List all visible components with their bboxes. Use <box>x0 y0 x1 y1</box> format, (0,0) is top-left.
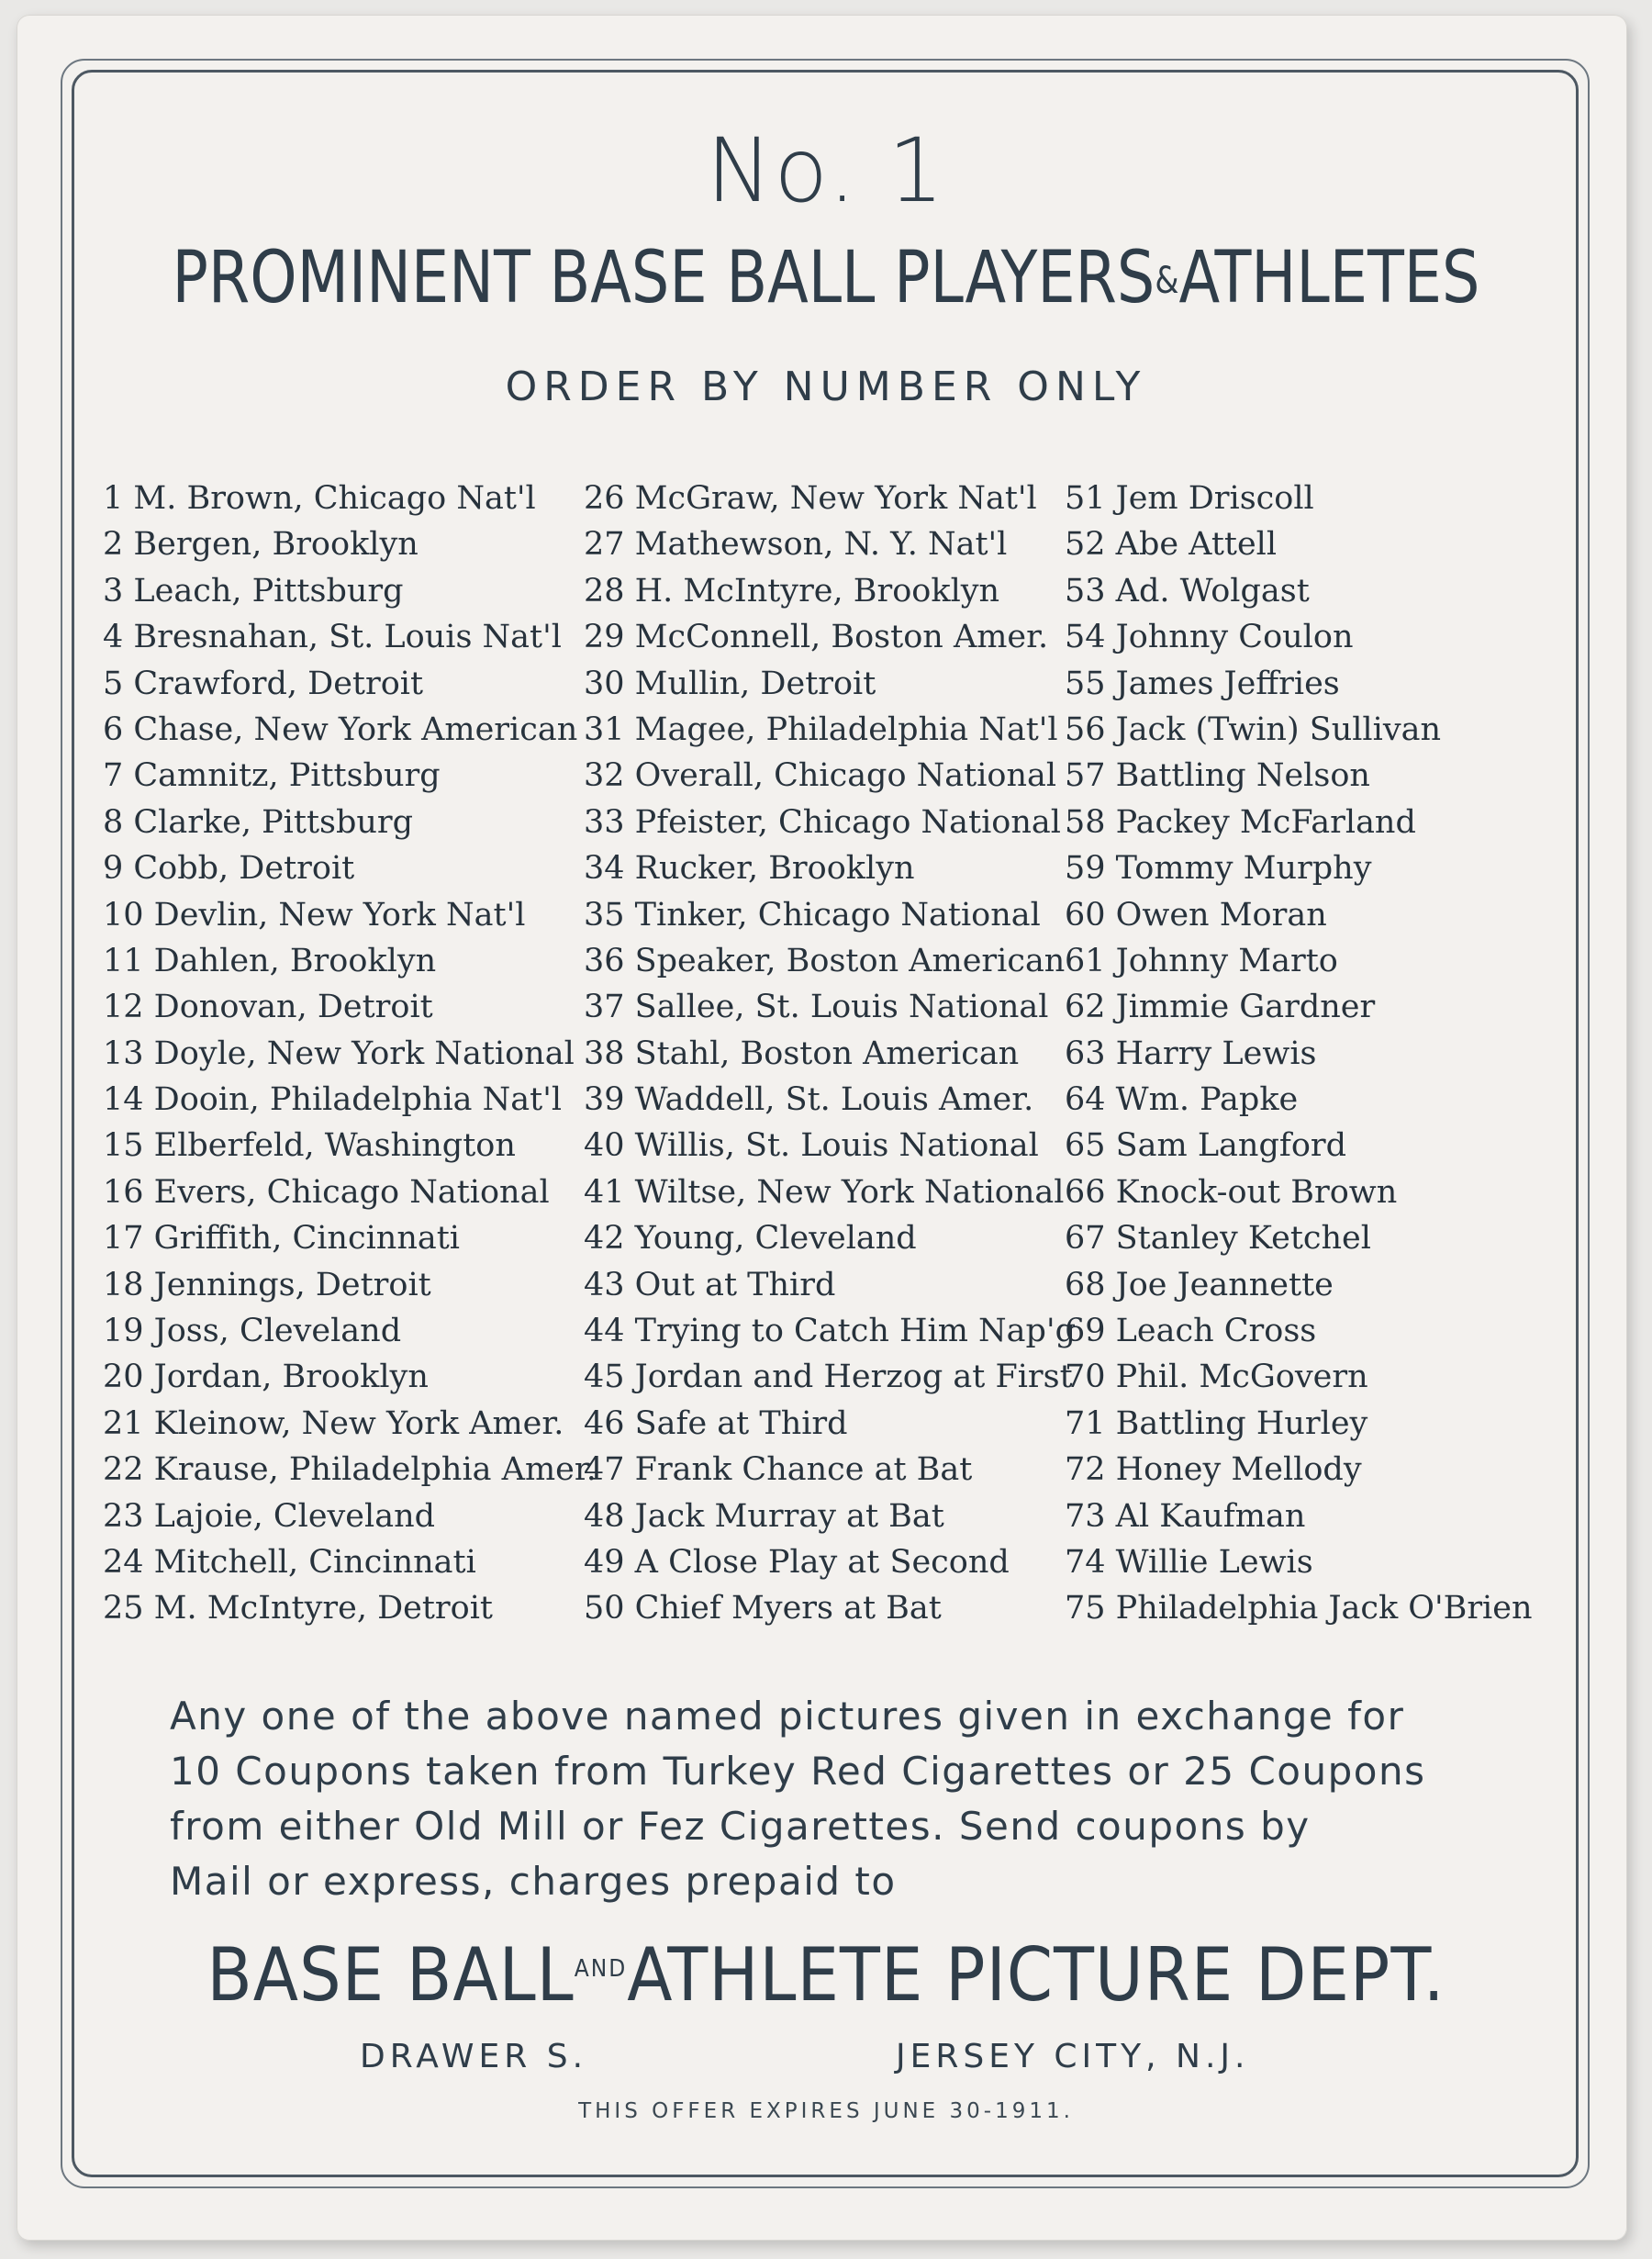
list-item: 66 Knock-out Brown <box>1065 1173 1398 1211</box>
dept-left: BASE BALL <box>206 1932 575 2018</box>
list-item: 74 Willie Lewis <box>1065 1543 1313 1581</box>
list-item: 13 Doyle, New York National <box>103 1034 575 1072</box>
list-item: 51 Jem Driscoll <box>1065 480 1314 517</box>
list-item: 29 McConnell, Boston Amer. <box>584 619 1049 656</box>
list-item: 10 Devlin, New York Nat'l <box>103 896 526 934</box>
list-item: 17 Griffith, Cincinnati <box>103 1220 460 1258</box>
list-item: 15 Elberfeld, Washington <box>103 1127 516 1165</box>
series-number: No. 1 <box>706 119 946 222</box>
list-item: 68 Joe Jeannette <box>1065 1266 1334 1303</box>
order-note: ORDER BY NUMBER ONLY <box>505 363 1147 410</box>
offer-line: Any one of the above named pictures given in exchange for <box>170 1694 1405 1739</box>
list-item: 39 Waddell, St. Louis Amer. <box>584 1081 1034 1119</box>
list-item: 52 Abe Attell <box>1065 526 1278 564</box>
list-item: 20 Jordan, Brooklyn <box>103 1359 429 1396</box>
list-item: 57 Battling Nelson <box>1065 757 1370 795</box>
list-item: 65 Sam Langford <box>1065 1127 1347 1165</box>
title-end: ATHLETES <box>1178 237 1480 319</box>
address-city: JERSEY CITY, N.J. <box>896 2038 1250 2075</box>
list-item: 11 Dahlen, Brooklyn <box>103 942 437 979</box>
offer-line: from either Old Mill or Fez Cigarettes. Send coupons by <box>170 1804 1311 1849</box>
checklist-column-2 <box>584 475 1076 1632</box>
list-item: 14 Dooin, Philadelphia Nat'l <box>103 1081 563 1119</box>
list-item: 21 Kleinow, New York Amer. <box>103 1404 564 1442</box>
title-ampersand: & <box>1155 260 1179 302</box>
list-item: 32 Overall, Chicago National <box>584 757 1057 795</box>
offer-line: 10 Coupons taken from Turkey Red Cigarettes or 25 Coupons <box>170 1749 1426 1794</box>
list-item: 19 Joss, Cleveland <box>103 1313 402 1350</box>
list-item: 34 Rucker, Brooklyn <box>584 850 915 888</box>
list-item: 6 Chase, New York American <box>103 710 578 748</box>
title-main: PROMINENT BASE BALL PLAYERS <box>172 237 1155 319</box>
list-item: 27 Mathewson, N. Y. Nat'l <box>584 526 1008 564</box>
list-item: 40 Willis, St. Louis National <box>584 1127 1039 1165</box>
checklist-column-1 <box>103 475 597 1632</box>
list-item: 47 Frank Chance at Bat <box>584 1451 973 1489</box>
list-item: 64 Wm. Papke <box>1065 1081 1299 1119</box>
list-item: 50 Chief Myers at Bat <box>584 1590 942 1627</box>
list-item: 56 Jack (Twin) Sullivan <box>1065 710 1442 748</box>
list-item: 54 Johnny Coulon <box>1065 619 1354 656</box>
list-item: 8 Clarke, Pittsburg <box>103 803 414 841</box>
list-item: 31 Magee, Philadelphia Nat'l <box>584 710 1058 748</box>
list-item: 75 Philadelphia Jack O'Brien <box>1065 1590 1533 1627</box>
list-item: 73 Al Kaufman <box>1065 1497 1306 1535</box>
dept-right: ATHLETE PICTURE DEPT. <box>627 1932 1446 2018</box>
list-item: 9 Cobb, Detroit <box>103 850 355 888</box>
list-item: 35 Tinker, Chicago National <box>584 896 1041 934</box>
list-item: 37 Sallee, St. Louis National <box>584 989 1049 1026</box>
page-title <box>58 237 1594 319</box>
list-item: 55 James Jeffries <box>1065 665 1340 702</box>
list-item: 12 Donovan, Detroit <box>103 989 433 1026</box>
address-drawer: DRAWER S. <box>360 2038 588 2075</box>
list-item: 58 Packey McFarland <box>1065 803 1416 841</box>
list-item: 59 Tommy Murphy <box>1065 850 1372 888</box>
list-item: 45 Jordan and Herzog at First <box>584 1359 1073 1396</box>
list-item: 48 Jack Murray at Bat <box>584 1497 944 1535</box>
list-item: 5 Crawford, Detroit <box>103 665 424 702</box>
list-item: 53 Ad. Wolgast <box>1065 572 1310 609</box>
list-item: 1 M. Brown, Chicago Nat'l <box>103 480 536 517</box>
list-item: 3 Leach, Pittsburg <box>103 572 404 609</box>
list-item: 44 Trying to Catch Him Nap'g <box>584 1313 1076 1350</box>
list-item: 63 Harry Lewis <box>1065 1034 1317 1072</box>
list-item: 26 McGraw, New York Nat'l <box>584 480 1037 517</box>
list-item: 22 Krause, Philadelphia Amer. <box>103 1451 597 1489</box>
list-item: 7 Camnitz, Pittsburg <box>103 757 441 795</box>
dept-and: AND <box>574 1955 628 1983</box>
offer-text <box>170 1689 1501 1909</box>
list-item: 30 Mullin, Detroit <box>584 665 876 702</box>
list-item: 16 Evers, Chicago National <box>103 1173 550 1211</box>
list-item: 61 Johnny Marto <box>1065 942 1338 979</box>
list-item: 67 Stanley Ketchel <box>1065 1220 1371 1258</box>
expiry-note: THIS OFFER EXPIRES JUNE 30-1911. <box>578 2099 1074 2123</box>
list-item: 38 Stahl, Boston American <box>584 1034 1020 1072</box>
list-item: 41 Wiltse, New York National <box>584 1173 1065 1211</box>
list-item: 70 Phil. McGovern <box>1065 1359 1368 1396</box>
list-item: 60 Owen Moran <box>1065 896 1327 934</box>
list-item: 71 Battling Hurley <box>1065 1404 1368 1442</box>
list-item: 24 Mitchell, Cincinnati <box>103 1543 476 1581</box>
list-item: 36 Speaker, Boston American <box>584 942 1066 979</box>
offer-line: Mail or express, charges prepaid to <box>170 1859 897 1904</box>
list-item: 23 Lajoie, Cleveland <box>103 1497 436 1535</box>
checklist-column-3 <box>1065 475 1533 1632</box>
list-item: 4 Bresnahan, St. Louis Nat'l <box>103 619 562 656</box>
department-name <box>0 1932 1652 2018</box>
list-item: 18 Jennings, Detroit <box>103 1266 431 1303</box>
list-item: 25 M. McIntyre, Detroit <box>103 1590 493 1627</box>
list-item: 72 Honey Mellody <box>1065 1451 1362 1489</box>
list-item: 33 Pfeister, Chicago National <box>584 803 1061 841</box>
list-item: 43 Out at Third <box>584 1266 836 1303</box>
list-item: 46 Safe at Third <box>584 1404 848 1442</box>
list-item: 49 A Close Play at Second <box>584 1543 1010 1581</box>
list-item: 28 H. McIntyre, Brooklyn <box>584 572 1000 609</box>
list-item: 2 Bergen, Brooklyn <box>103 526 419 564</box>
list-item: 69 Leach Cross <box>1065 1313 1317 1350</box>
list-item: 62 Jimmie Gardner <box>1065 989 1376 1026</box>
list-item: 42 Young, Cleveland <box>584 1220 917 1258</box>
